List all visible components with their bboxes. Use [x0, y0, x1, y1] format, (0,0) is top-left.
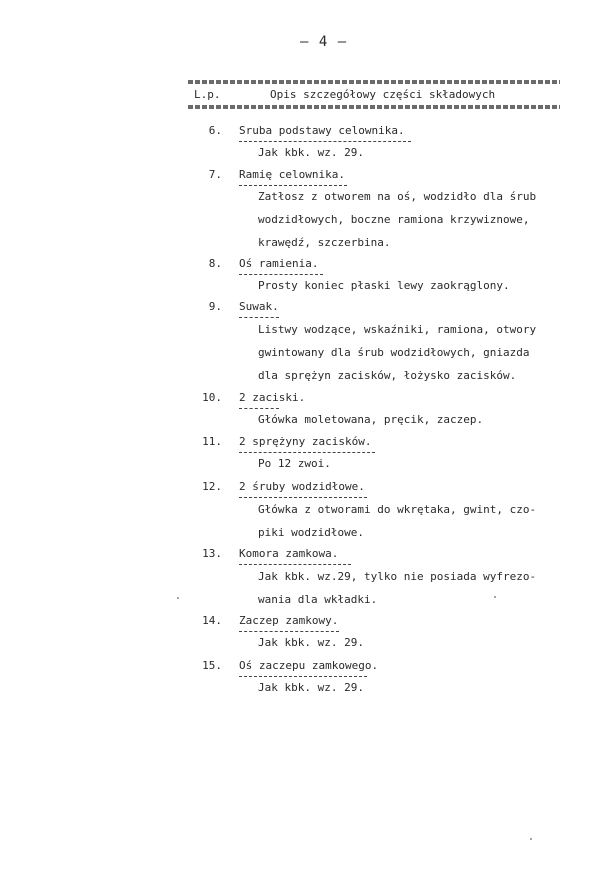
item-line: Jak kbk. wz. 29.: [258, 146, 364, 159]
item-line: Listwy wodzące, wskaźniki, ramiona, otwory: [258, 323, 537, 336]
header-lp: L.p.: [194, 88, 221, 101]
item-line: krawędź, szczerbina.: [258, 236, 391, 249]
item-line: Główka moletowana, pręcik, zaczep.: [258, 413, 484, 426]
item-line: dla sprężyn zacisków, łożysko zacisków.: [258, 369, 517, 382]
header-rule-bottom: [188, 105, 560, 109]
item-line: wania dla wkładki.: [258, 593, 378, 606]
item-line: Główka z otworami do wkrętaka, gwint, czo-: [258, 503, 537, 516]
item-title: 2 zaciski.: [239, 391, 306, 404]
title-underline: [239, 631, 339, 633]
title-underline: [239, 497, 367, 499]
item-line: Po 12 zwoi.: [258, 457, 331, 470]
scan-speck: [530, 838, 532, 840]
item-number: 14.: [202, 614, 222, 627]
page-number: — 4 —: [300, 34, 348, 50]
item-line: Jak kbk. wz. 29.: [258, 681, 364, 694]
item-title: Oś ramienia.: [239, 257, 319, 270]
item-title: Ramię celownika.: [239, 168, 345, 181]
item-title: Oś zaczepu zamkowego.: [239, 659, 379, 672]
title-underline: [239, 452, 375, 454]
item-title: 2 sprężyny zacisków.: [239, 435, 372, 448]
item-title: Zaczep zamkowy.: [239, 614, 339, 627]
item-title: Suwak.: [239, 300, 279, 313]
title-underline: [239, 185, 347, 187]
title-underline: [239, 408, 279, 410]
item-number: 10.: [202, 391, 222, 404]
item-number: 12.: [202, 480, 222, 493]
title-underline: [239, 317, 279, 319]
item-line: Jak kbk. wz. 29.: [258, 636, 364, 649]
item-title: 2 śruby wodzidłowe.: [239, 480, 365, 493]
item-number: 13.: [202, 547, 222, 560]
title-underline: [239, 274, 323, 276]
title-underline: [239, 141, 411, 143]
title-underline: [239, 676, 367, 678]
item-number: 6.: [208, 124, 222, 137]
scan-speck: [494, 596, 496, 598]
header-description: Opis szczegółowy części składowych: [270, 88, 496, 101]
header-rule-top: [188, 80, 560, 84]
title-underline: [239, 564, 351, 566]
item-title: Komora zamkowa.: [239, 547, 339, 560]
item-title: Sruba podstawy celownika.: [239, 124, 405, 137]
item-number: 7.: [208, 168, 222, 181]
scan-speck: [177, 597, 179, 599]
item-line: Zatłosz z otworem na oś, wodzidło dla śrub: [258, 190, 537, 203]
item-line: wodzidłowych, boczne ramiona krzywiznowe,: [258, 213, 530, 226]
item-line: Jak kbk. wz.29, tylko nie posiada wyfrezo-: [258, 570, 537, 583]
item-number: 11.: [202, 435, 222, 448]
item-number: 8.: [208, 257, 222, 270]
item-line: piki wodzidłowe.: [258, 526, 364, 539]
item-line: gwintowany dla śrub wodzidłowych, gniazda: [258, 346, 530, 359]
item-line: Prosty koniec płaski lewy zaokrąglony.: [258, 279, 510, 292]
item-number: 9.: [208, 300, 222, 313]
item-number: 15.: [202, 659, 222, 672]
